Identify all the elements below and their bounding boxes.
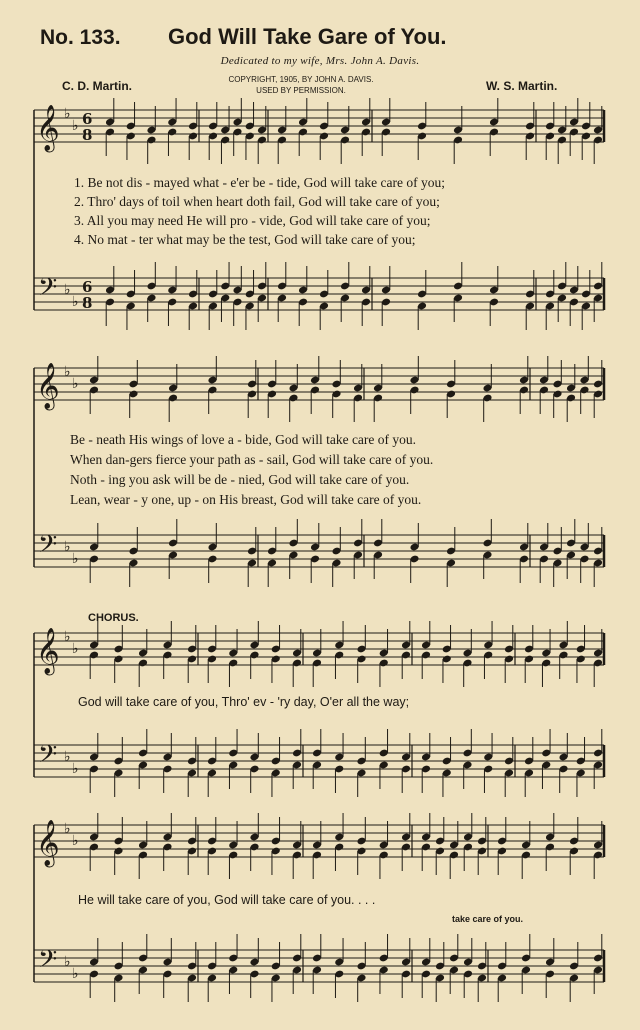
flat-key-signature-icon: ♭ — [72, 551, 79, 567]
treble-clef-icon: 𝄞 — [36, 820, 60, 866]
chorus-line-2: He will take care of you, God will take care of you. . . . — [78, 893, 376, 907]
flat-key-signature-icon: ♭ — [64, 749, 71, 765]
time-signature-top: 6 — [82, 278, 93, 296]
bass-clef-icon: 𝄢 — [38, 945, 58, 980]
copyright-line: COPYRIGHT, 1905, BY JOHN A. DAVIS. — [228, 75, 374, 84]
verse-2-line-1: 2. Thro' days of toil when heart doth fail, God will take care of you; — [74, 194, 440, 209]
flat-key-signature-icon: ♭ — [72, 294, 79, 310]
verse-1-line-2: Be - neath His wings of love a - bide, God will take care of you. — [70, 432, 417, 447]
treble-clef-icon: 𝄞 — [36, 628, 60, 674]
verse-2-line-2: When dan-gers fierce your path as - sail, God will take care of you. — [70, 452, 434, 467]
verse-3-line-2: Noth - ing you ask will be de - nied, God will take care of you. — [70, 472, 410, 487]
flat-key-signature-icon: ♭ — [64, 954, 71, 970]
flat-key-signature-icon: ♭ — [72, 376, 79, 392]
dedication: Dedicated to my wife, Mrs. John A. Davis. — [220, 55, 420, 67]
bass-clef-icon: 𝄢 — [38, 740, 58, 775]
bass-clef-icon: 𝄢 — [38, 530, 58, 565]
bass-clef-icon: 𝄢 — [38, 273, 58, 308]
composer-credit: C. D. Martin. — [62, 79, 133, 93]
treble-clef-icon: 𝄞 — [36, 363, 60, 409]
flat-key-signature-icon: ♭ — [72, 833, 79, 849]
time-signature-top: 6 — [82, 110, 93, 128]
verse-3-line-1: 3. All you may need He will pro - vide, God will take care of you; — [74, 213, 431, 228]
flat-key-signature-icon: ♭ — [64, 106, 71, 122]
time-signature-bottom: 8 — [82, 294, 93, 312]
flat-key-signature-icon: ♭ — [64, 539, 71, 555]
hymn-number: No. 133. — [40, 26, 121, 49]
chorus-echo: take care of you. — [452, 914, 524, 924]
chorus-line-1: God will take care of you, Thro' ev - 'ry day, O'er all the way; — [78, 695, 410, 709]
hymn-title: God Will Take Gare of You. — [168, 24, 447, 49]
flat-key-signature-icon: ♭ — [72, 118, 79, 134]
flat-key-signature-icon: ♭ — [64, 364, 71, 380]
flat-key-signature-icon: ♭ — [64, 282, 71, 298]
verse-4-line-2: Lean, wear - y one, up - on His breast, God will take care of you. — [70, 492, 422, 507]
flat-key-signature-icon: ♭ — [64, 629, 71, 645]
treble-clef-icon: 𝄞 — [36, 105, 60, 151]
flat-key-signature-icon: ♭ — [72, 966, 79, 982]
verse-4-line-1: 4. No mat - ter what may be the test, God will take care of you; — [74, 232, 416, 247]
verse-1-line-1: 1. Be not dis - mayed what - e'er be - tide, God will take care of you; — [74, 175, 445, 190]
time-signature-bottom: 8 — [82, 126, 93, 144]
chorus-label: CHORUS. — [88, 612, 139, 624]
flat-key-signature-icon: ♭ — [72, 641, 79, 657]
flat-key-signature-icon: ♭ — [64, 821, 71, 837]
flat-key-signature-icon: ♭ — [72, 761, 79, 777]
permission-line: USED BY PERMISSION. — [256, 86, 346, 95]
author-credit: W. S. Martin. — [486, 79, 558, 93]
